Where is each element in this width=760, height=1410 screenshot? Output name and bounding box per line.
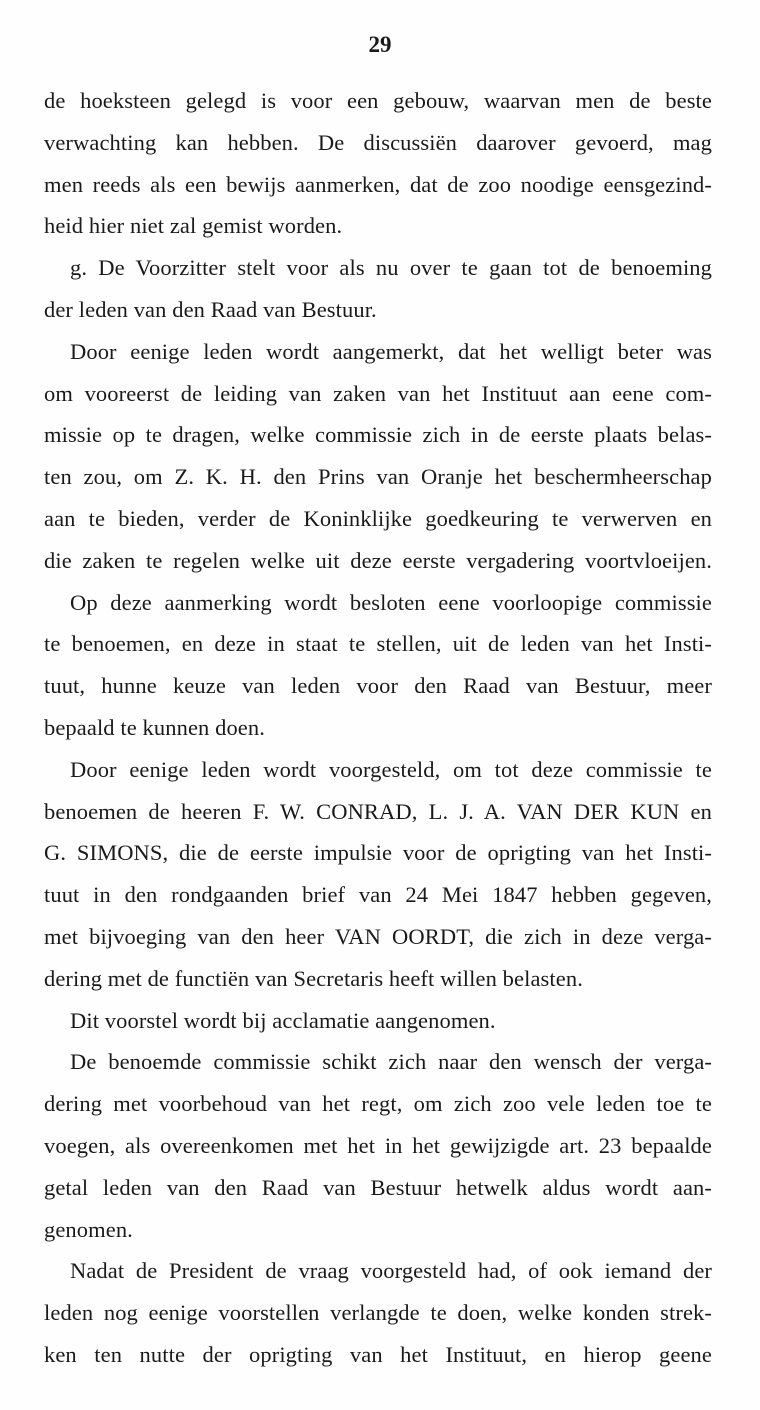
text-line: die zaken te regelen welke uit deze eerste vergadering voortvloeijen.: [44, 547, 712, 573]
text-line: aan te bieden, verder de Koninklijke goedkeuring te verwerven en: [44, 505, 712, 531]
text-line: heid hier niet zal gemist worden.: [44, 213, 343, 239]
text-line: Door eenige leden wordt aangemerkt, dat het welligt beter was: [70, 338, 712, 364]
text-line: men reeds als een bewijs aanmerken, dat de zoo noodige eensgezind-: [44, 171, 712, 197]
text-line: der leden van den Raad van Bestuur.: [44, 296, 377, 322]
body-text: [44, 80, 712, 1376]
text-line: verwachting kan hebben. De discussiën daarover gevoerd, mag: [44, 129, 712, 155]
text-line: benoemen de heeren F. W. CONRAD, L. J. A. VAN DER KUN en: [44, 798, 712, 824]
text-line: dering met de functiën van Secretaris heeft willen belasten.: [44, 965, 583, 991]
text-line: met bijvoeging van den heer VAN OORDT, die zich in deze verga-: [44, 923, 712, 949]
text-line: tuut in den rondgaanden brief van 24 Mei 1847 hebben gegeven,: [44, 882, 712, 908]
text-line: voegen, als overeenkomen met het in het gewijzigde art. 23 bepaalde: [44, 1132, 712, 1158]
text-line: Op deze aanmerking wordt besloten eene voorloopige commissie: [70, 589, 712, 615]
text-line: G. SIMONS, die de eerste impulsie voor de oprigting van het Insti-: [44, 840, 712, 866]
text-line: om vooreerst de leiding van zaken van het Instituut aan eene com-: [44, 380, 712, 406]
text-line: ten zou, om Z. K. H. den Prins van Oranje het beschermheerschap: [44, 464, 712, 490]
text-line: De benoemde commissie schikt zich naar den wensch der verga-: [70, 1049, 712, 1075]
page-number: 29: [368, 32, 392, 57]
text-line: ken ten nutte der oprigting van het Instituut, en hierop geene: [44, 1341, 712, 1367]
text-line: leden nog eenige voorstellen verlangde te doen, welke konden strek-: [44, 1300, 712, 1326]
text-line: tuut, hunne keuze van leden voor den Raad van Bestuur, meer: [44, 673, 712, 699]
text-line: te benoemen, en deze in staat te stellen, uit de leden van het Insti-: [44, 631, 712, 657]
text-line: dering met voorbehoud van het regt, om zich zoo vele leden toe te: [44, 1091, 712, 1117]
text-line: Dit voorstel wordt bij acclamatie aangenomen.: [70, 1007, 496, 1033]
text-line: genomen.: [44, 1216, 133, 1242]
text-line: de hoeksteen gelegd is voor een gebouw, waarvan men de beste: [44, 88, 712, 113]
text-line: missie op te dragen, welke commissie zich in de eerste plaats belas-: [44, 422, 712, 448]
text-line: g. De Voorzitter stelt voor als nu over te gaan tot de benoeming: [70, 255, 712, 281]
text-line: getal leden van den Raad van Bestuur hetwelk aldus wordt aan-: [44, 1174, 712, 1200]
text-line: Nadat de President de vraag voorgesteld had, of ook iemand der: [70, 1258, 712, 1284]
text-line: Door eenige leden wordt voorgesteld, om tot deze commissie te: [70, 756, 712, 782]
text-line: bepaald te kunnen doen.: [44, 714, 265, 740]
